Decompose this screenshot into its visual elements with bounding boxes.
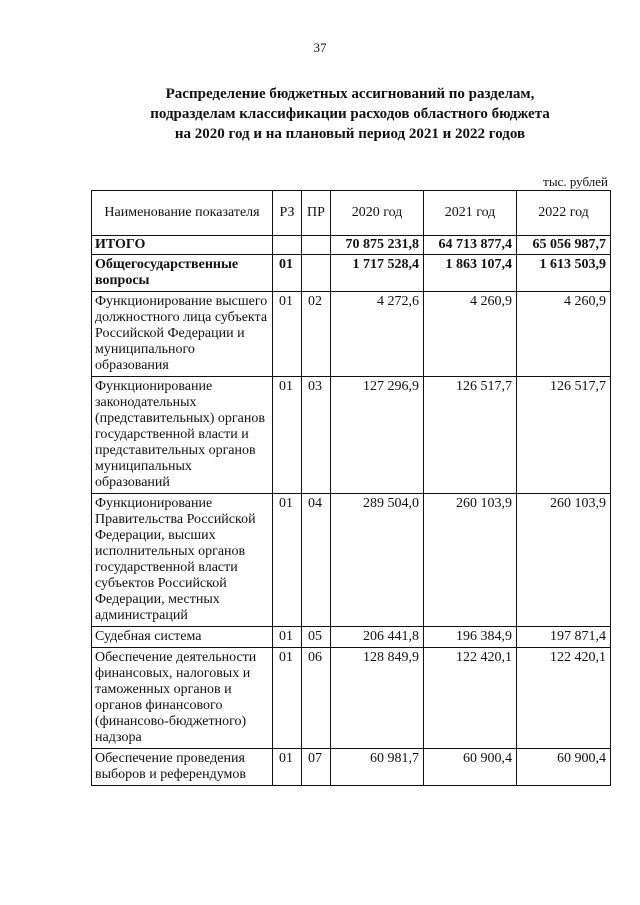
cell-name: Обеспечение деятельности финансовых, налоговых и таможенных органов и органов финансового (финансово-бюджетного) надзора	[92, 648, 273, 749]
cell-pr	[302, 236, 331, 255]
cell-2022: 122 420,1	[517, 648, 611, 749]
cell-2022: 1 613 503,9	[517, 255, 611, 292]
cell-rz: 01	[273, 749, 302, 786]
header-name: Наименование показателя	[92, 191, 273, 236]
budget-table	[91, 190, 611, 786]
cell-rz: 01	[273, 255, 302, 292]
cell-name: ИТОГО	[92, 236, 273, 255]
cell-2022: 260 103,9	[517, 494, 611, 627]
page-number: 37	[313, 40, 327, 55]
cell-2020: 206 441,8	[331, 627, 424, 648]
cell-rz: 01	[273, 627, 302, 648]
cell-2020: 4 272,6	[331, 292, 424, 377]
cell-2021: 126 517,7	[424, 377, 517, 494]
cell-2022: 126 517,7	[517, 377, 611, 494]
cell-pr: 07	[302, 749, 331, 786]
title-line-2: подразделам классификации расходов областного бюджета	[150, 106, 550, 122]
title-line-3: на 2020 год и на плановый период 2021 и 2022 годов	[174, 126, 526, 142]
table-row	[92, 236, 611, 255]
cell-name: Функционирование законодательных (представительных) органов государственной власти и представительных органов муниципальных образований	[92, 377, 273, 494]
cell-2020: 127 296,9	[331, 377, 424, 494]
cell-rz: 01	[273, 648, 302, 749]
cell-2020: 70 875 231,8	[331, 236, 424, 255]
cell-name: Судебная система	[92, 627, 273, 648]
cell-pr	[302, 255, 331, 292]
cell-2020: 60 981,7	[331, 749, 424, 786]
header-2022: 2022 год	[517, 191, 611, 236]
cell-pr: 03	[302, 377, 331, 494]
cell-2022: 60 900,4	[517, 749, 611, 786]
cell-pr: 04	[302, 494, 331, 627]
table-header-row	[92, 191, 611, 236]
units-label: тыс. рублей	[543, 174, 608, 189]
cell-name: Функционирование Правительства Российской Федерации, высших исполнительных органов государственной власти субъектов Российской Федерации, местных администраций	[92, 494, 273, 627]
cell-2021: 1 863 107,4	[424, 255, 517, 292]
cell-pr: 05	[302, 627, 331, 648]
cell-2020: 1 717 528,4	[331, 255, 424, 292]
table-row	[92, 648, 611, 749]
cell-name: Функционирование высшего должностного лица субъекта Российской Федерации и муниципального образования	[92, 292, 273, 377]
cell-rz: 01	[273, 494, 302, 627]
header-2021: 2021 год	[424, 191, 517, 236]
cell-rz: 01	[273, 377, 302, 494]
cell-2021: 196 384,9	[424, 627, 517, 648]
header-pr: ПР	[302, 191, 331, 236]
cell-2021: 4 260,9	[424, 292, 517, 377]
cell-2021: 122 420,1	[424, 648, 517, 749]
cell-2022: 65 056 987,7	[517, 236, 611, 255]
cell-2020: 128 849,9	[331, 648, 424, 749]
cell-name: Общегосударственные вопросы	[92, 255, 273, 292]
title-line-1: Распределение бюджетных ассигнований по разделам,	[165, 86, 535, 102]
table-row	[92, 292, 611, 377]
header-2020: 2020 год	[331, 191, 424, 236]
table-row	[92, 494, 611, 627]
cell-rz	[273, 236, 302, 255]
cell-pr: 06	[302, 648, 331, 749]
cell-rz: 01	[273, 292, 302, 377]
cell-name: Обеспечение проведения выборов и референдумов	[92, 749, 273, 786]
table-row	[92, 377, 611, 494]
cell-2022: 4 260,9	[517, 292, 611, 377]
cell-2021: 60 900,4	[424, 749, 517, 786]
cell-2022: 197 871,4	[517, 627, 611, 648]
table-row	[92, 255, 611, 292]
cell-2020: 289 504,0	[331, 494, 424, 627]
table-row	[92, 749, 611, 786]
header-rz: РЗ	[273, 191, 302, 236]
cell-pr: 02	[302, 292, 331, 377]
document-title	[100, 84, 600, 144]
table-row	[92, 627, 611, 648]
cell-2021: 260 103,9	[424, 494, 517, 627]
cell-2021: 64 713 877,4	[424, 236, 517, 255]
